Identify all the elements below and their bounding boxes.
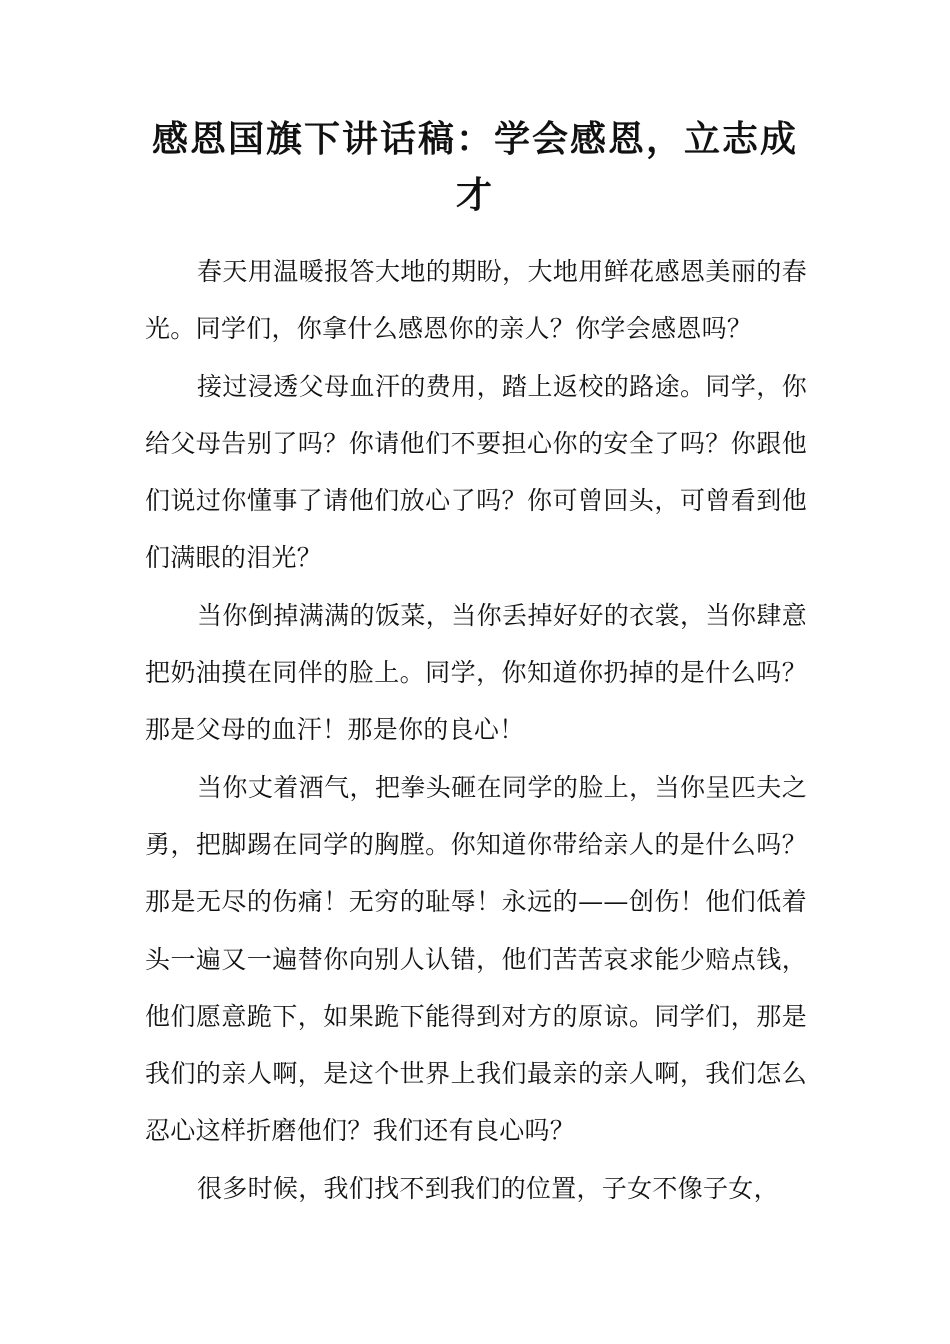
paragraph: 春天用温暖报答大地的期盼，大地用鲜花感恩美丽的春光。同学们，你拿什么感恩你的亲人？你学会感恩吗？ <box>145 257 807 344</box>
paragraph: 当你丈着酒气，把拳头砸在同学的脸上，当你呈匹夫之勇，把脚踢在同学的胸膛。你知道你带给亲人的是什么吗？那是无尽的伤痛！无穷的耻辱！永远的——创伤！他们低着头一遍又一遍替你向别人认错，他们苦苦哀求能少赔点钱，他们愿意跪下，如果跪下能得到对方的原谅。同学们，那是我们的亲人啊，是这个世界上我们最亲的亲人啊，我们怎么忍心这样折磨他们？我们还有良心吗？ <box>145 772 807 1146</box>
document-title: 感恩国旗下讲话稿：学会感恩，立志成才 <box>151 119 798 216</box>
document-body <box>145 243 807 1217</box>
paragraph: 接过浸透父母血汗的费用，踏上返校的路途。同学，你给父母告别了吗？你请他们不要担心你的安全了吗？你跟他们说过你懂事了请他们放心了吗？你可曾回头，可曾看到他们满眼的泪光？ <box>145 371 807 573</box>
paragraph: 当你倒掉满满的饭菜，当你丢掉好好的衣裳，当你肆意把奶油摸在同伴的脸上。同学，你知道你扔掉的是什么吗？那是父母的血汗！那是你的良心！ <box>145 600 807 745</box>
paragraph: 很多时候，我们找不到我们的位置，子女不像子女， <box>197 1173 779 1203</box>
